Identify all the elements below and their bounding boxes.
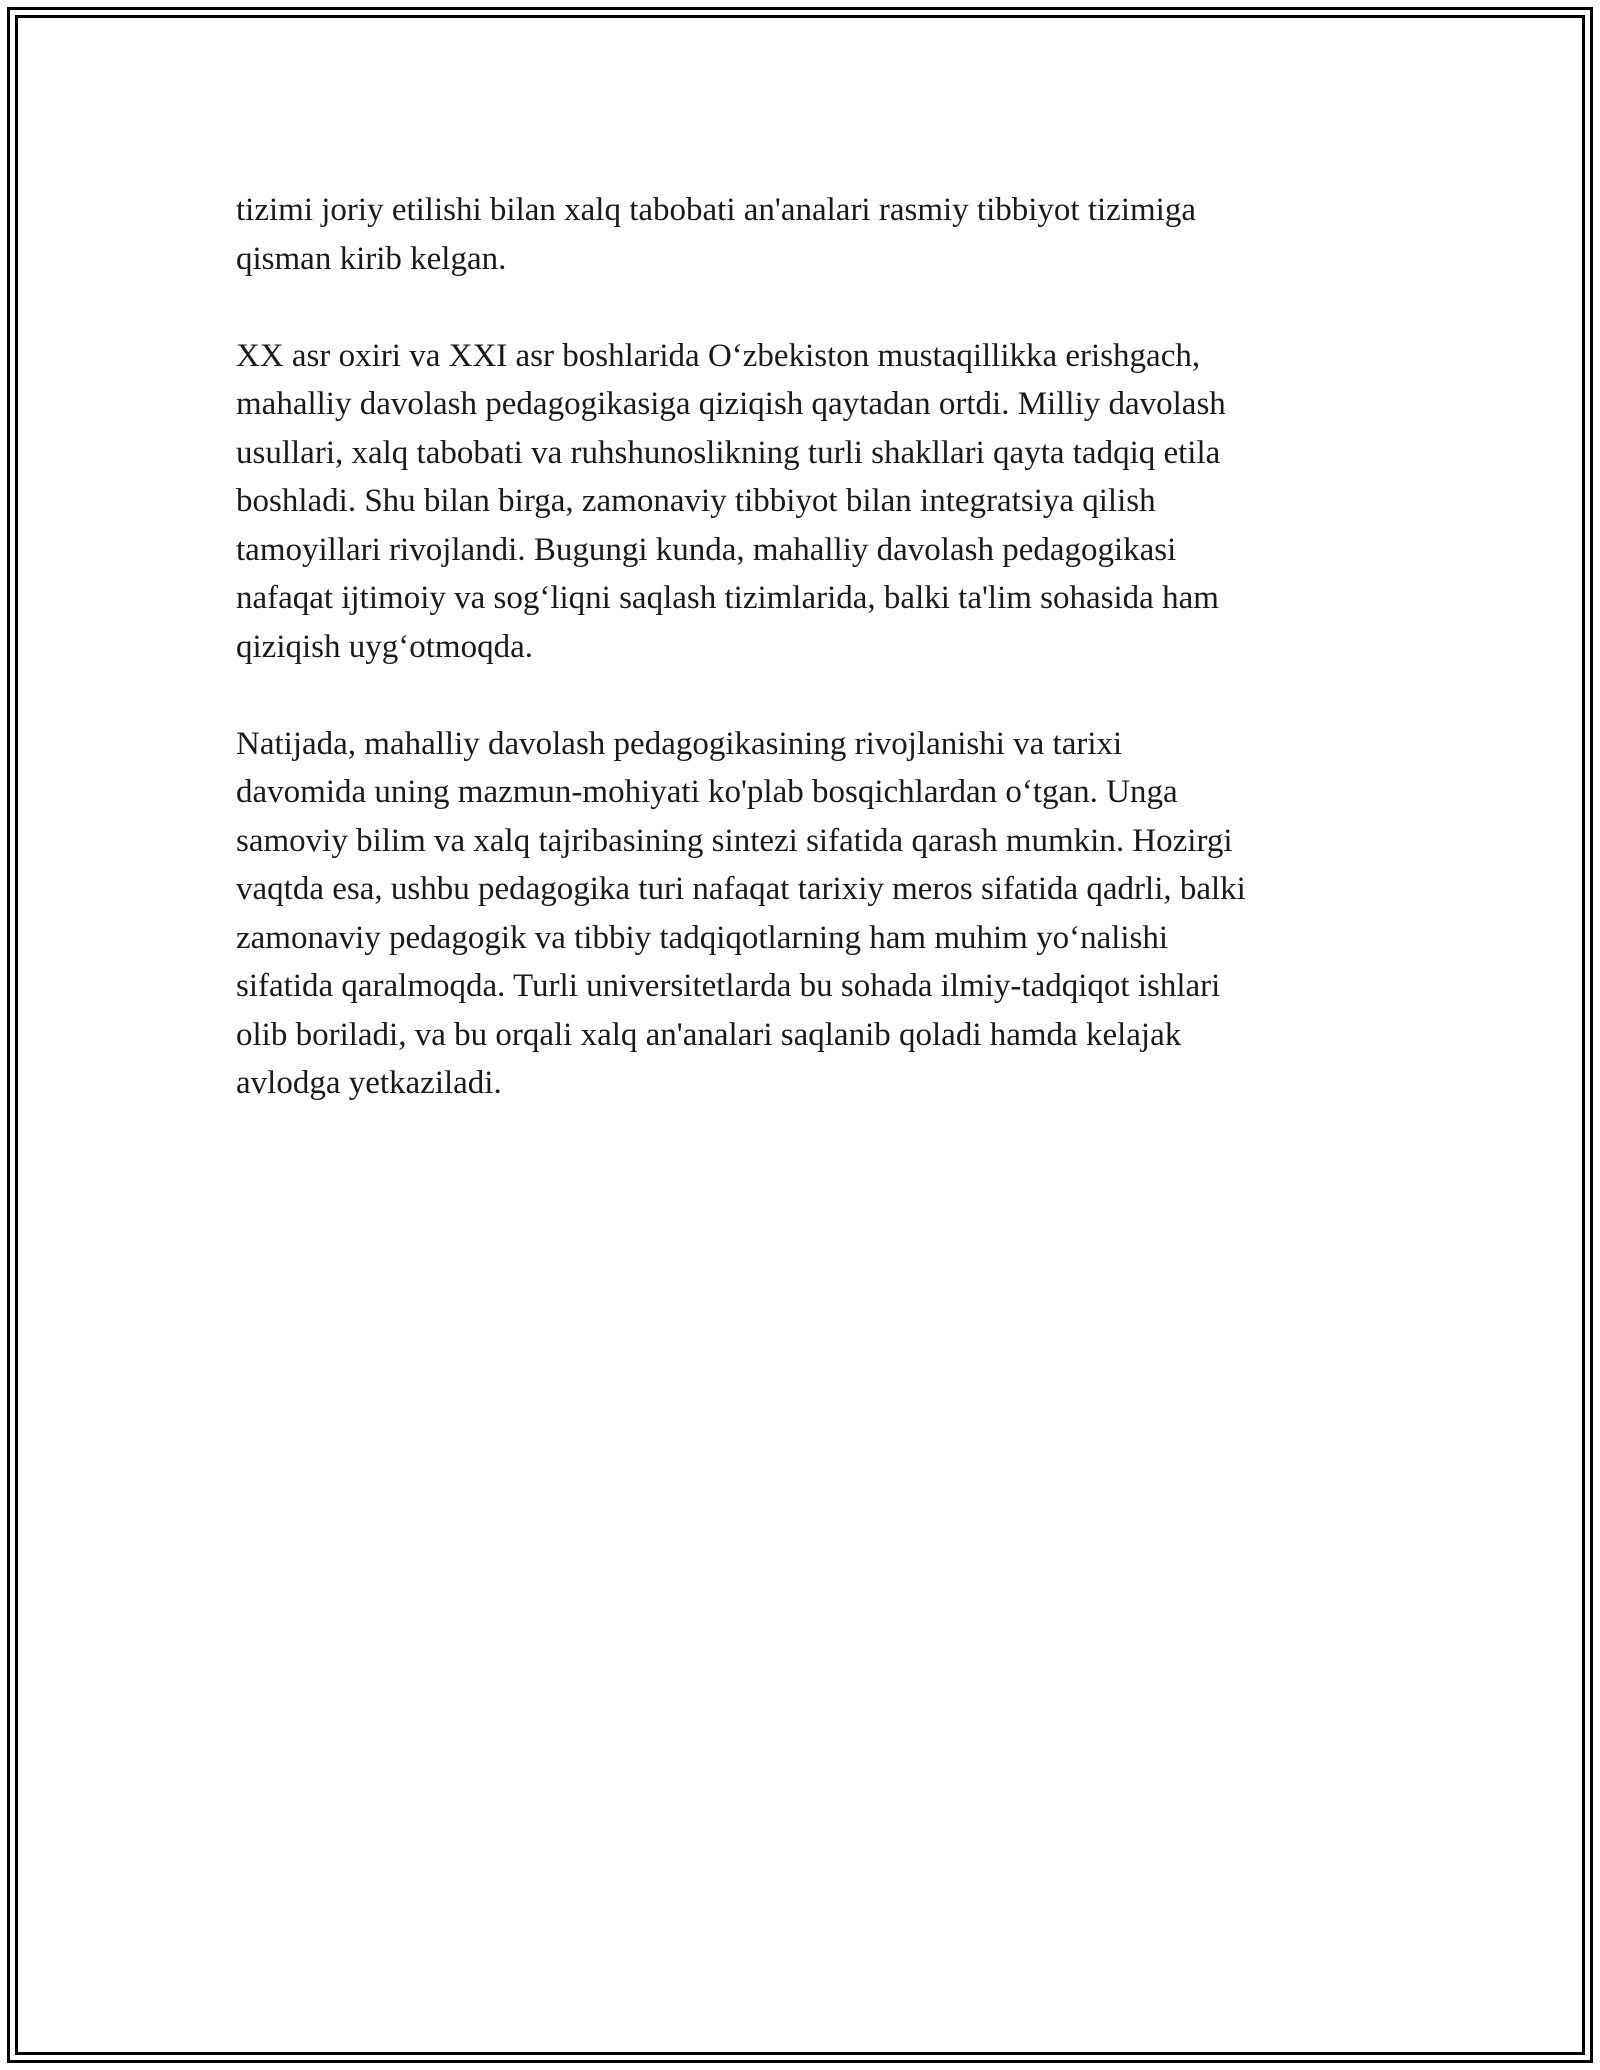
paragraph-3: Natijada, mahalliy davolash pedagogikasining rivojlanishi va tarixi davomida uning mazmun-mohiyati ko'plab bosqichlardan o‘tgan. Unga samoviy bilim va xalq tajribasining sintezi sifatida qarash mumkin. Hozirgi vaqtda esa, ushbu pedagogika turi nafaqat tarixiy meros sifatida qadrli, balki zamonaviy pedagogik va tibbiy tadqiqotlarning ham muhim yo‘nalishi sifatida qaralmoqda. Turli universitetlarda bu sohada ilmiy-tadqiqot ishlari olib boriladi, va bu orqali xalq an'analari saqlanib qoladi hamda kelajak avlodga yetkaziladi. — [236, 725, 1246, 1101]
paragraph-2: XX asr oxiri va XXI asr boshlarida O‘zbekiston mustaqillikka erishgach, mahalliy davolash pedagogikasiga qiziqish qaytadan ortdi. Milliy davolash usullari, xalq tabobati va ruhshunoslikning turli shakllari qayta tadqiq etila boshladi. Shu bilan birga, zamonaviy tibbiyot bilan integratsiya qilish tamoyillari rivojlandi. Bugungi kunda, mahalliy davolash pedagogikasi nafaqat ijtimoiy va sog‘liqni saqlash tizimlarida, balki ta'lim sohasida ham qiziqish uyg‘otmoqda. — [236, 337, 1226, 665]
document-body — [236, 186, 1376, 1156]
paragraph-1: tizimi joriy etilishi bilan xalq tabobati an'analari rasmiy tibbiyot tizimiga qisman kirib kelgan. — [236, 192, 1196, 277]
